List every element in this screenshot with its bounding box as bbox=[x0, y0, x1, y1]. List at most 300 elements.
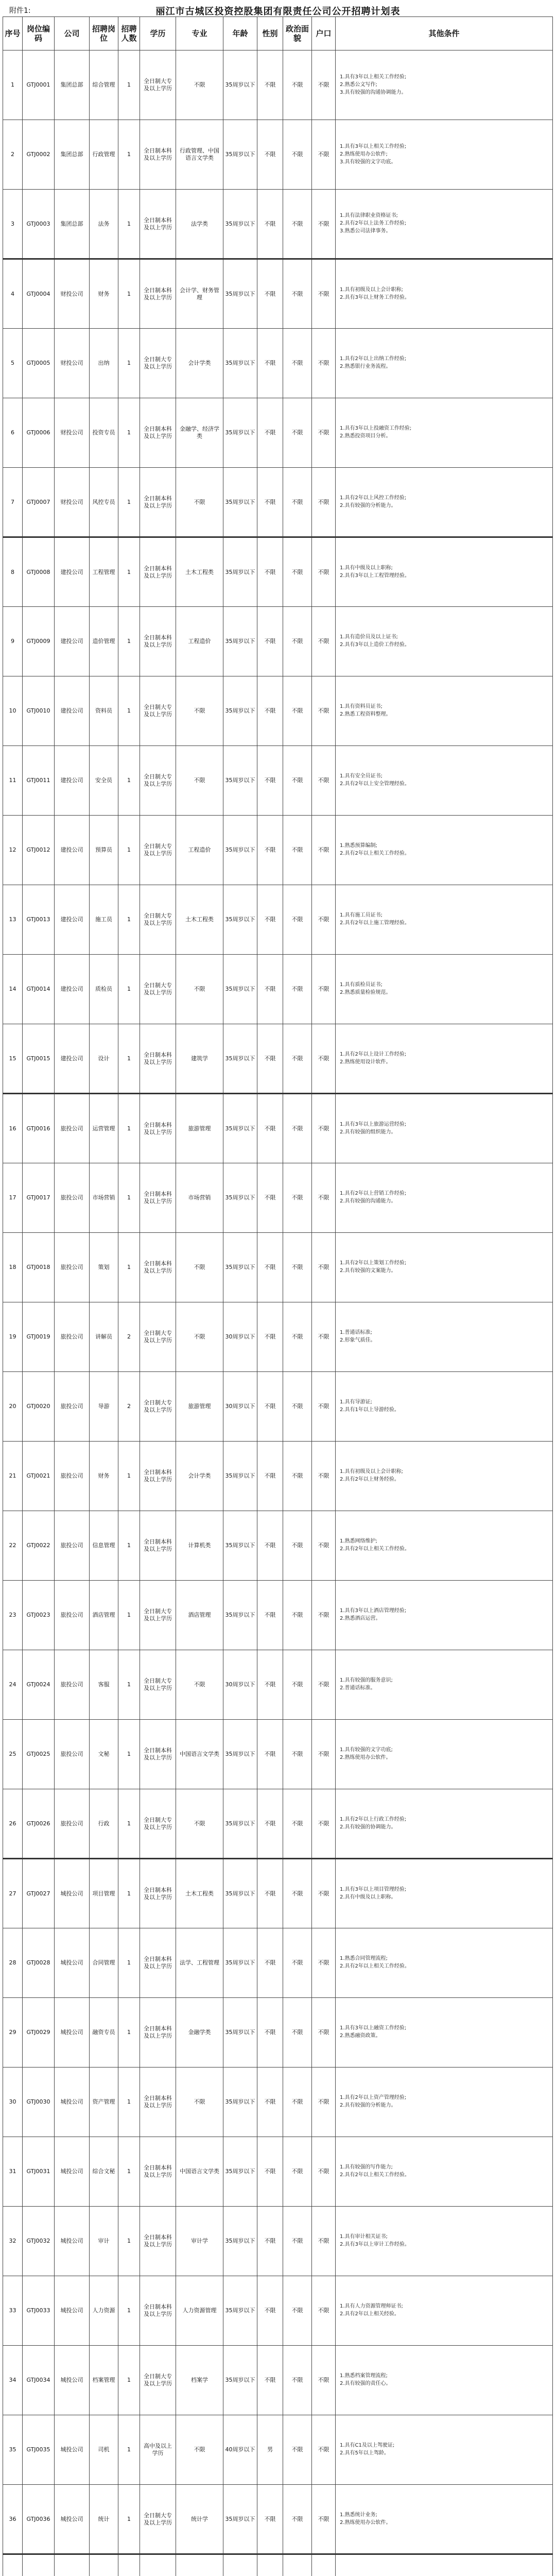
cell-age: 35周岁以下 bbox=[223, 1720, 257, 1789]
cell-age: 35周岁以下 bbox=[223, 955, 257, 1024]
condition-line: 1.具有C1及以上驾驶证; bbox=[340, 2443, 395, 2448]
table-row bbox=[3, 1720, 553, 1789]
table-row bbox=[3, 329, 553, 398]
cell-no: 21 bbox=[3, 1442, 23, 1511]
cell-company: 旅投公司 bbox=[55, 1442, 90, 1511]
cell-gender: 不限 bbox=[257, 1163, 283, 1233]
cell-major: 计算机类 bbox=[176, 1511, 223, 1581]
cell-code: GTJ0002 bbox=[23, 120, 55, 190]
cell-conditions bbox=[336, 120, 553, 190]
cell-politics: 不限 bbox=[283, 398, 312, 468]
cell-no: 18 bbox=[3, 1233, 23, 1302]
cell-code: GTJ0020 bbox=[23, 1372, 55, 1442]
cell-company: 城投公司 bbox=[55, 2485, 90, 2554]
cell-politics: 不限 bbox=[283, 2415, 312, 2485]
cell-hukou: 不限 bbox=[312, 259, 336, 329]
cell-position: 统计 bbox=[90, 2485, 118, 2554]
table-row bbox=[3, 2485, 553, 2554]
cell-edu: 全日制本科及以上学历 bbox=[140, 2137, 176, 2207]
cell-conditions bbox=[336, 1233, 553, 1302]
cell-count: 1 bbox=[118, 1720, 140, 1789]
cell-count: 1 bbox=[118, 2276, 140, 2346]
cell-no: 13 bbox=[3, 885, 23, 955]
cell-major: 金融学、经济学类 bbox=[176, 398, 223, 468]
cell-conditions bbox=[336, 955, 553, 1024]
cell-code: GTJ0024 bbox=[23, 1650, 55, 1720]
condition-line: 1.具有3年以上相关工作经验; bbox=[340, 74, 407, 80]
cell-position: 行政管理 bbox=[90, 120, 118, 190]
cell-edu: 全日制本科及以上学历 bbox=[140, 120, 176, 190]
cell-hukou: 不限 bbox=[312, 1998, 336, 2067]
cell-major: 不限 bbox=[176, 1233, 223, 1302]
cell-company: 城投公司 bbox=[55, 2137, 90, 2207]
cell-politics: 不限 bbox=[283, 607, 312, 676]
cell-age: 35周岁以下 bbox=[223, 1233, 257, 1302]
cell-age bbox=[223, 2554, 257, 2576]
condition-line: 2.具有较强的文案能力。 bbox=[340, 1268, 396, 1274]
cell-position: 客服 bbox=[90, 1650, 118, 1720]
cell-edu: 全日制大专及以上学历 bbox=[140, 329, 176, 398]
condition-line: 1.具有较强的文字功底; bbox=[340, 1747, 393, 1753]
condition-line: 2.熟练使用办公软件。 bbox=[340, 2519, 391, 2526]
cell-hukou: 不限 bbox=[312, 1442, 336, 1511]
cell-count: 1 bbox=[118, 1998, 140, 2067]
cell-age: 35周岁以下 bbox=[223, 1442, 257, 1511]
document-title: 丽江市古城区投资控股集团有限责任公司公开招聘计划表 bbox=[155, 6, 401, 17]
cell-hukou: 不限 bbox=[312, 1928, 336, 1998]
cell-company: 城投公司 bbox=[55, 1859, 90, 1928]
condition-line: 2.熟悉公文写作; bbox=[340, 81, 377, 88]
condition-line: 2.具有较强的协调能力。 bbox=[340, 1824, 396, 1830]
cell-position: 风控专员 bbox=[90, 468, 118, 537]
cell-company: 集团总部 bbox=[55, 120, 90, 190]
cell-position: 讲解员 bbox=[90, 1302, 118, 1372]
cell-age: 35周岁以下 bbox=[223, 1998, 257, 2067]
cell-politics: 不限 bbox=[283, 676, 312, 746]
cell-hukou: 不限 bbox=[312, 2485, 336, 2554]
cell-count: 1 bbox=[118, 1511, 140, 1581]
cell-hukou: 不限 bbox=[312, 607, 336, 676]
cell-code: GTJ0001 bbox=[23, 50, 55, 120]
cell-age: 35周岁以下 bbox=[223, 2276, 257, 2346]
cell-code: GTJ0031 bbox=[23, 2137, 55, 2207]
cell-major: 会计学类 bbox=[176, 1442, 223, 1511]
cell-gender: 不限 bbox=[257, 955, 283, 1024]
condition-line: 3.熟悉公司法律事务。 bbox=[340, 228, 391, 234]
cell-code: GTJ0015 bbox=[23, 1024, 55, 1094]
cell-edu: 全日制大专及以上学历 bbox=[140, 1789, 176, 1859]
condition-line: 1.熟悉预算编制; bbox=[340, 843, 377, 849]
cell-gender: 不限 bbox=[257, 1998, 283, 2067]
cell-company: 建投公司 bbox=[55, 955, 90, 1024]
cell-conditions bbox=[336, 1581, 553, 1650]
cell-no: 32 bbox=[3, 2207, 23, 2276]
header-cell: 政治面貌 bbox=[283, 17, 312, 50]
condition-line: 2.具有3年以上造价工作经验。 bbox=[340, 642, 410, 648]
cell-gender: 不限 bbox=[257, 398, 283, 468]
cell-company bbox=[55, 2554, 90, 2576]
cell-code: GTJ0004 bbox=[23, 259, 55, 329]
condition-line: 1.具有资料员证书; bbox=[340, 704, 383, 709]
cell-politics: 不限 bbox=[283, 2485, 312, 2554]
cell-politics: 不限 bbox=[283, 2067, 312, 2137]
table-row bbox=[3, 816, 553, 885]
condition-line: 2.具有较强的组织能力。 bbox=[340, 1129, 396, 1135]
cell-age: 35周岁以下 bbox=[223, 816, 257, 885]
cell-no: 5 bbox=[3, 329, 23, 398]
cell-gender: 不限 bbox=[257, 1928, 283, 1998]
cell-no: 9 bbox=[3, 607, 23, 676]
table-row bbox=[3, 190, 553, 259]
cell-count: 1 bbox=[118, 2415, 140, 2485]
cell-politics: 不限 bbox=[283, 1789, 312, 1859]
cell-hukou: 不限 bbox=[312, 1302, 336, 1372]
table-row bbox=[3, 1163, 553, 1233]
cell-edu: 全日制大专及以上学历 bbox=[140, 1650, 176, 1720]
cell-count: 1 bbox=[118, 885, 140, 955]
cell-code: GTJ0003 bbox=[23, 190, 55, 259]
cell-age: 35周岁以下 bbox=[223, 537, 257, 607]
cell-company: 财投公司 bbox=[55, 329, 90, 398]
cell-position: 设计 bbox=[90, 1024, 118, 1094]
condition-line: 2.具有较强的沟通能力。 bbox=[340, 1198, 396, 1204]
cell-major: 旅游管理 bbox=[176, 1094, 223, 1163]
condition-line: 1.普通话标准; bbox=[340, 1330, 372, 1335]
cell-edu: 全日制本科及以上学历 bbox=[140, 607, 176, 676]
cell-position: 财务 bbox=[90, 1442, 118, 1511]
header-cell: 年龄 bbox=[223, 17, 257, 50]
cell-conditions bbox=[336, 1024, 553, 1094]
condition-line: 1.具有较强的写作能力; bbox=[340, 2164, 393, 2170]
table-row bbox=[3, 1998, 553, 2067]
cell-no: 20 bbox=[3, 1372, 23, 1442]
cell-company: 集团总部 bbox=[55, 50, 90, 120]
cell-edu: 全日制大专及以上学历 bbox=[140, 2346, 176, 2415]
table-row bbox=[3, 1094, 553, 1163]
cell-major bbox=[176, 2554, 223, 2576]
condition-line: 2.具有中级及以上职称。 bbox=[340, 1894, 396, 1900]
cell-code: GTJ0034 bbox=[23, 2346, 55, 2415]
cell-company: 财投公司 bbox=[55, 398, 90, 468]
cell-company: 城投公司 bbox=[55, 1928, 90, 1998]
cell-major: 市场营销 bbox=[176, 1163, 223, 1233]
cell-age: 35周岁以下 bbox=[223, 2485, 257, 2554]
condition-line: 1.具有3年以上相关工作经验; bbox=[340, 143, 407, 149]
cell-politics: 不限 bbox=[283, 468, 312, 537]
cell-code: GTJ0012 bbox=[23, 816, 55, 885]
condition-line: 1.具有造价员及以上证书; bbox=[340, 634, 398, 640]
cell-position: 质检员 bbox=[90, 955, 118, 1024]
table-row bbox=[3, 2554, 553, 2576]
cell-edu: 全日制本科及以上学历 bbox=[140, 1928, 176, 1998]
cell-major: 土木工程类 bbox=[176, 1859, 223, 1928]
cell-age: 35周岁以下 bbox=[223, 120, 257, 190]
cell-company: 旅投公司 bbox=[55, 1789, 90, 1859]
cell-no: 17 bbox=[3, 1163, 23, 1233]
header-cell: 岗位编码 bbox=[23, 17, 55, 50]
cell-position: 资料员 bbox=[90, 676, 118, 746]
cell-conditions bbox=[336, 816, 553, 885]
condition-line: 1.具有法律职业资格证书; bbox=[340, 213, 398, 218]
cell-position: 合同管理 bbox=[90, 1928, 118, 1998]
table-row bbox=[3, 1650, 553, 1720]
cell-no: 29 bbox=[3, 1998, 23, 2067]
cell-no: 33 bbox=[3, 2276, 23, 2346]
condition-line: 1.具有人力资源管理师证书; bbox=[340, 2303, 403, 2309]
cell-count: 1 bbox=[118, 1094, 140, 1163]
cell-age: 35周岁以下 bbox=[223, 746, 257, 816]
cell-major: 中国语言文学类 bbox=[176, 2137, 223, 2207]
table-row bbox=[3, 2137, 553, 2207]
cell-gender: 不限 bbox=[257, 1442, 283, 1511]
table-row bbox=[3, 676, 553, 746]
cell-no: 27 bbox=[3, 1859, 23, 1928]
cell-politics: 不限 bbox=[283, 190, 312, 259]
condition-line: 1.熟悉网络维护; bbox=[340, 1538, 377, 1544]
table-row bbox=[3, 1511, 553, 1581]
cell-hukou: 不限 bbox=[312, 1372, 336, 1442]
cell-major: 土木工程类 bbox=[176, 537, 223, 607]
table-row bbox=[3, 1233, 553, 1302]
cell-edu: 全日制本科及以上学历 bbox=[140, 2207, 176, 2276]
cell-position: 项目管理 bbox=[90, 1859, 118, 1928]
cell-hukou: 不限 bbox=[312, 2346, 336, 2415]
cell-count: 1 bbox=[118, 1233, 140, 1302]
condition-line: 2.具有较强的分析能力。 bbox=[340, 2103, 396, 2108]
cell-code: GTJ0018 bbox=[23, 1233, 55, 1302]
cell-conditions bbox=[336, 1442, 553, 1511]
cell-conditions bbox=[336, 259, 553, 329]
table-row bbox=[3, 50, 553, 120]
cell-company: 旅投公司 bbox=[55, 1581, 90, 1650]
cell-major: 工程造价 bbox=[176, 607, 223, 676]
cell-gender: 不限 bbox=[257, 1511, 283, 1581]
cell-position: 审计 bbox=[90, 2207, 118, 2276]
cell-count: 1 bbox=[118, 2346, 140, 2415]
cell-code: GTJ0017 bbox=[23, 1163, 55, 1233]
cell-age: 35周岁以下 bbox=[223, 2207, 257, 2276]
cell-politics: 不限 bbox=[283, 259, 312, 329]
cell-age: 30周岁以下 bbox=[223, 1372, 257, 1442]
cell-hukou: 不限 bbox=[312, 2137, 336, 2207]
cell-hukou: 不限 bbox=[312, 2276, 336, 2346]
cell-gender: 不限 bbox=[257, 2485, 283, 2554]
cell-gender: 不限 bbox=[257, 2276, 283, 2346]
cell-code: GTJ0033 bbox=[23, 2276, 55, 2346]
cell-hukou: 不限 bbox=[312, 2415, 336, 2485]
cell-edu: 全日制本科及以上学历 bbox=[140, 1511, 176, 1581]
condition-line: 2.具有2年以上相关工作经验。 bbox=[340, 2172, 410, 2178]
cell-major: 不限 bbox=[176, 50, 223, 120]
cell-count: 1 bbox=[118, 1163, 140, 1233]
cell-count: 1 bbox=[118, 1650, 140, 1720]
condition-line: 2.具有2年以上相关经验。 bbox=[340, 2311, 399, 2317]
cell-age: 35周岁以下 bbox=[223, 1094, 257, 1163]
table-row bbox=[3, 468, 553, 537]
cell-conditions bbox=[336, 1163, 553, 1233]
cell-position: 市场营销 bbox=[90, 1163, 118, 1233]
cell-position: 酒店管理 bbox=[90, 1581, 118, 1650]
cell-major: 统计学 bbox=[176, 2485, 223, 2554]
table-row bbox=[3, 2207, 553, 2276]
cell-hukou: 不限 bbox=[312, 1581, 336, 1650]
cell-age: 35周岁以下 bbox=[223, 676, 257, 746]
cell-age: 35周岁以下 bbox=[223, 2346, 257, 2415]
cell-politics: 不限 bbox=[283, 816, 312, 885]
cell-count: 1 bbox=[118, 120, 140, 190]
condition-line: 1.具有2年以上出纳工作经验; bbox=[340, 356, 407, 362]
cell-code: GTJ0011 bbox=[23, 746, 55, 816]
cell-politics: 不限 bbox=[283, 120, 312, 190]
condition-line: 1.具有较强的服务意识; bbox=[340, 1677, 393, 1683]
cell-conditions bbox=[336, 2067, 553, 2137]
cell-edu: 全日制本科及以上学历 bbox=[140, 537, 176, 607]
cell-hukou bbox=[312, 2554, 336, 2576]
cell-position: 出纳 bbox=[90, 329, 118, 398]
cell-politics: 不限 bbox=[283, 1998, 312, 2067]
condition-line: 2.熟悉融资政策。 bbox=[340, 2033, 381, 2039]
cell-major: 不限 bbox=[176, 2415, 223, 2485]
condition-line: 1.具有2年以上风控工作经验; bbox=[340, 495, 407, 501]
cell-code: GTJ0019 bbox=[23, 1302, 55, 1372]
condition-line: 1.具有3年以上融资工作经验; bbox=[340, 2025, 407, 2031]
cell-age: 35周岁以下 bbox=[223, 398, 257, 468]
cell-major: 旅游管理 bbox=[176, 1372, 223, 1442]
cell-company: 建投公司 bbox=[55, 885, 90, 955]
cell-no: 25 bbox=[3, 1720, 23, 1789]
cell-gender: 不限 bbox=[257, 1233, 283, 1302]
cell-politics: 不限 bbox=[283, 1581, 312, 1650]
cell-politics: 不限 bbox=[283, 50, 312, 120]
condition-line: 1.具有3年以上项目管理经验; bbox=[340, 1886, 407, 1892]
header-cell: 性别 bbox=[257, 17, 283, 50]
cell-position: 文秘 bbox=[90, 1720, 118, 1789]
cell-count: 1 bbox=[118, 259, 140, 329]
condition-line: 2.熟悉工程资料整理。 bbox=[340, 711, 391, 717]
condition-line: 2.具有2年以上相关工作经验。 bbox=[340, 1963, 410, 1969]
cell-company: 建投公司 bbox=[55, 746, 90, 816]
cell-major: 档案学 bbox=[176, 2346, 223, 2415]
condition-line: 1.具有施工员证书; bbox=[340, 912, 383, 918]
cell-count: 1 bbox=[118, 537, 140, 607]
cell-edu: 高中及以上学历 bbox=[140, 2415, 176, 2485]
condition-line: 2.熟练使用设计软件。 bbox=[340, 1059, 391, 1065]
cell-gender: 不限 bbox=[257, 1302, 283, 1372]
cell-conditions bbox=[336, 329, 553, 398]
cell-edu: 全日制本科及以上学历 bbox=[140, 2276, 176, 2346]
cell-hukou: 不限 bbox=[312, 2067, 336, 2137]
cell-no: 26 bbox=[3, 1789, 23, 1859]
cell-company: 旅投公司 bbox=[55, 1233, 90, 1302]
cell-conditions bbox=[336, 2415, 553, 2485]
table-row bbox=[3, 1928, 553, 1998]
cell-no: 30 bbox=[3, 2067, 23, 2137]
cell-edu: 全日制本科及以上学历 bbox=[140, 2067, 176, 2137]
cell-edu: 全日制本科及以上学历 bbox=[140, 1720, 176, 1789]
condition-line: 1.具有3年以上酒店管理经验; bbox=[340, 1608, 407, 1614]
condition-line: 1.具有质检员证书; bbox=[340, 982, 383, 988]
cell-politics: 不限 bbox=[283, 2276, 312, 2346]
cell-conditions bbox=[336, 2137, 553, 2207]
header-cell: 招聘人数 bbox=[118, 17, 140, 50]
cell-major: 不限 bbox=[176, 746, 223, 816]
cell-position: 投资专员 bbox=[90, 398, 118, 468]
cell-count: 1 bbox=[118, 1859, 140, 1928]
cell-count: 1 bbox=[118, 2207, 140, 2276]
cell-politics: 不限 bbox=[283, 1720, 312, 1789]
cell-major: 不限 bbox=[176, 955, 223, 1024]
cell-age: 35周岁以下 bbox=[223, 1928, 257, 1998]
table-row bbox=[3, 1302, 553, 1372]
cell-conditions bbox=[336, 2554, 553, 2576]
cell-age: 35周岁以下 bbox=[223, 329, 257, 398]
cell-politics: 不限 bbox=[283, 1163, 312, 1233]
cell-company: 旅投公司 bbox=[55, 1650, 90, 1720]
cell-company: 旅投公司 bbox=[55, 1163, 90, 1233]
cell-count: 1 bbox=[118, 746, 140, 816]
cell-no: 28 bbox=[3, 1928, 23, 1998]
cell-count: 1 bbox=[118, 1928, 140, 1998]
cell-conditions bbox=[336, 2485, 553, 2554]
cell-edu: 全日制大专及以上学历 bbox=[140, 676, 176, 746]
cell-hukou: 不限 bbox=[312, 2207, 336, 2276]
header-cell: 公司 bbox=[55, 17, 90, 50]
cell-position: 工程管理 bbox=[90, 537, 118, 607]
cell-count: 1 bbox=[118, 398, 140, 468]
condition-line: 1.具有2年以上行政工作经验; bbox=[340, 1816, 407, 1822]
cell-no: 8 bbox=[3, 537, 23, 607]
cell-code: GTJ0022 bbox=[23, 1511, 55, 1581]
cell-major: 不限 bbox=[176, 1302, 223, 1372]
condition-line: 2.形象气质佳。 bbox=[340, 1337, 376, 1343]
cell-code: GTJ0027 bbox=[23, 1859, 55, 1928]
header-cell: 序号 bbox=[3, 17, 23, 50]
cell-age: 35周岁以下 bbox=[223, 1789, 257, 1859]
cell-major: 法学类 bbox=[176, 190, 223, 259]
condition-line: 2.熟悉质量检验规范。 bbox=[340, 990, 391, 995]
condition-line: 1.具有3年以上投融资工作经验; bbox=[340, 426, 412, 431]
cell-edu: 全日制大专及以上学历 bbox=[140, 885, 176, 955]
cell-conditions bbox=[336, 2346, 553, 2415]
condition-line: 2.熟练使用办公软件。 bbox=[340, 1755, 391, 1760]
condition-line: 1.具有3年以上旅游运营经验; bbox=[340, 1121, 407, 1127]
cell-hukou: 不限 bbox=[312, 1859, 336, 1928]
table-body bbox=[3, 50, 553, 2576]
cell-no: 7 bbox=[3, 468, 23, 537]
cell-age: 35周岁以下 bbox=[223, 1511, 257, 1581]
condition-line: 1.具有初级及以上会计职称; bbox=[340, 1469, 403, 1475]
table-row bbox=[3, 1789, 553, 1859]
cell-code: GTJ0007 bbox=[23, 468, 55, 537]
cell-gender: 不限 bbox=[257, 1372, 283, 1442]
cell-position bbox=[90, 2554, 118, 2576]
cell-conditions bbox=[336, 1720, 553, 1789]
cell-code: GTJ0010 bbox=[23, 676, 55, 746]
cell-company: 城投公司 bbox=[55, 2346, 90, 2415]
cell-edu: 全日制本科及以上学历 bbox=[140, 398, 176, 468]
cell-count: 2 bbox=[118, 1302, 140, 1372]
cell-major: 不限 bbox=[176, 676, 223, 746]
condition-line: 1.具有2年以上营销工作经验; bbox=[340, 1191, 407, 1196]
table-row bbox=[3, 2276, 553, 2346]
cell-major: 会计学、财务管理 bbox=[176, 259, 223, 329]
cell-major: 行政管理、中国语言文学类 bbox=[176, 120, 223, 190]
cell-company: 城投公司 bbox=[55, 2067, 90, 2137]
condition-line: 3.具有较强的沟通协调能力。 bbox=[340, 89, 407, 95]
cell-hukou: 不限 bbox=[312, 1650, 336, 1720]
cell-company: 集团总部 bbox=[55, 190, 90, 259]
table-row bbox=[3, 537, 553, 607]
